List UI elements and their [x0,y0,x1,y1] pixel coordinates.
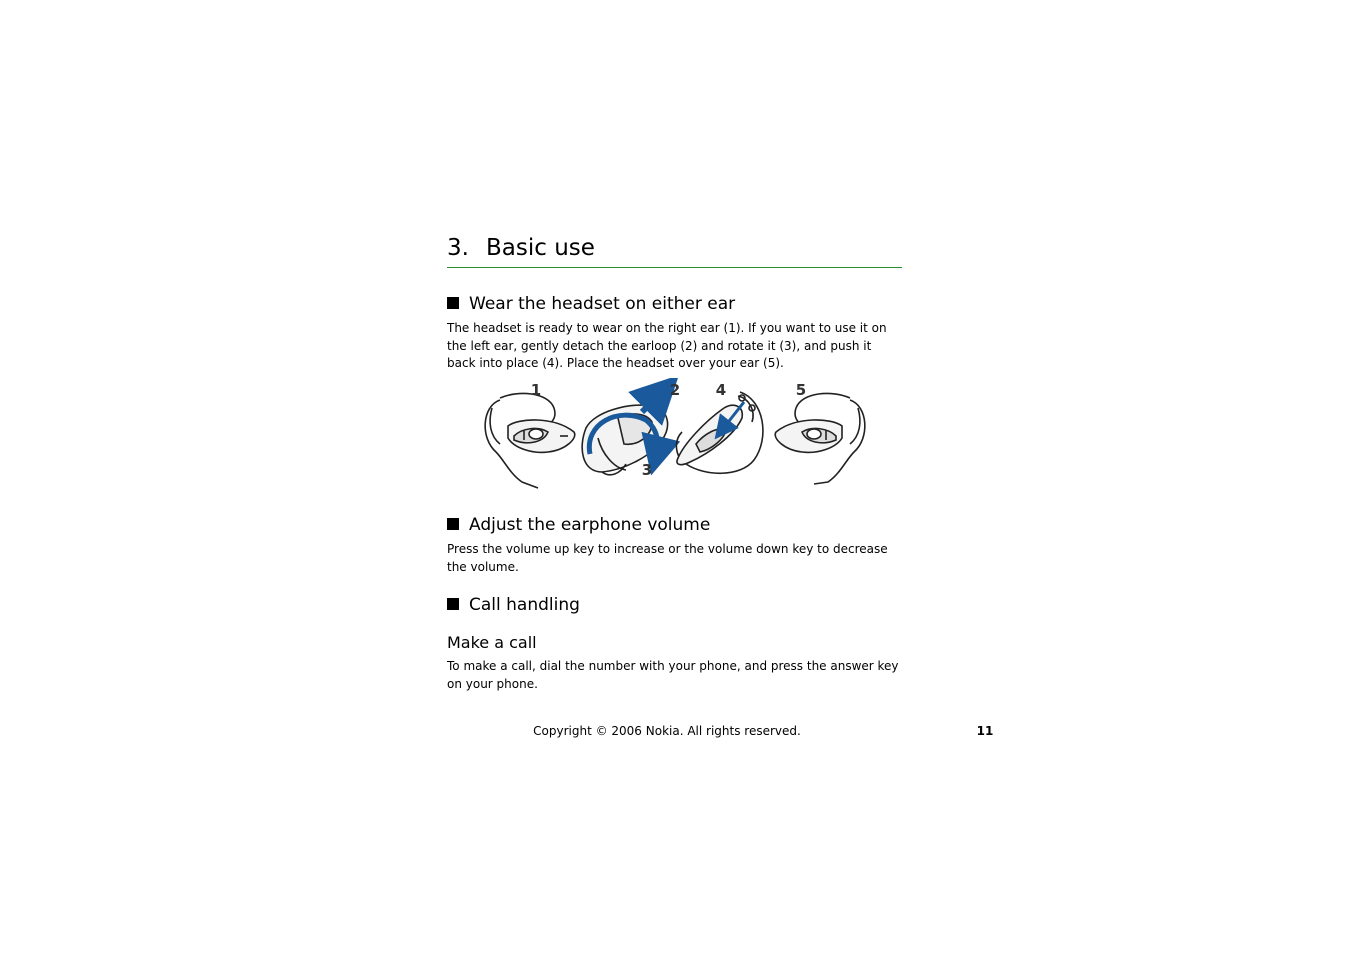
headset-step-5-icon [775,393,865,484]
page-number: 11 [976,724,994,738]
figure-label-2: 2 [669,381,681,399]
figure-label-4: 4 [715,381,727,399]
footer-copyright: Copyright © 2006 Nokia. All rights reserved. [533,724,801,738]
headset-step-1-icon [485,393,575,488]
section-heading-volume [447,514,902,536]
section-heading-wear-text: Wear the headset on either ear [469,294,736,314]
chapter-title-text: Basic use [486,235,595,261]
section-heading-wear [447,293,902,315]
section-heading-calls-text: Call handling [469,595,580,615]
subheading-make-a-call: Make a call [447,633,537,652]
volume-paragraph: Press the volume up key to increase or the volume down key to decrease the volume. [447,542,888,574]
chapter-rule [447,267,902,268]
square-bullet-icon [447,297,459,309]
square-bullet-icon [447,598,459,610]
figure-label-1: 1 [530,381,542,399]
wear-paragraph: The headset is ready to wear on the right ear (1). If you want to use it on the left ear, gently detach the earloop (2) and rotate it (3), and push it back into place (4). Place the headset over your ear (5). [447,321,887,370]
figure-label-3: 3 [641,461,653,479]
headset-step-4-icon [676,392,763,473]
figure-label-5: 5 [795,381,807,399]
chapter-title [447,232,902,264]
square-bullet-icon [447,518,459,530]
headset-illustration-svg [478,378,872,492]
section-heading-volume-text: Adjust the earphone volume [469,515,711,535]
section-heading-calls [447,594,902,616]
headset-illustration [478,378,872,492]
chapter-number: 3. [447,235,469,261]
make-call-paragraph: To make a call, dial the number with your phone, and press the answer key on your phone. [447,659,899,691]
